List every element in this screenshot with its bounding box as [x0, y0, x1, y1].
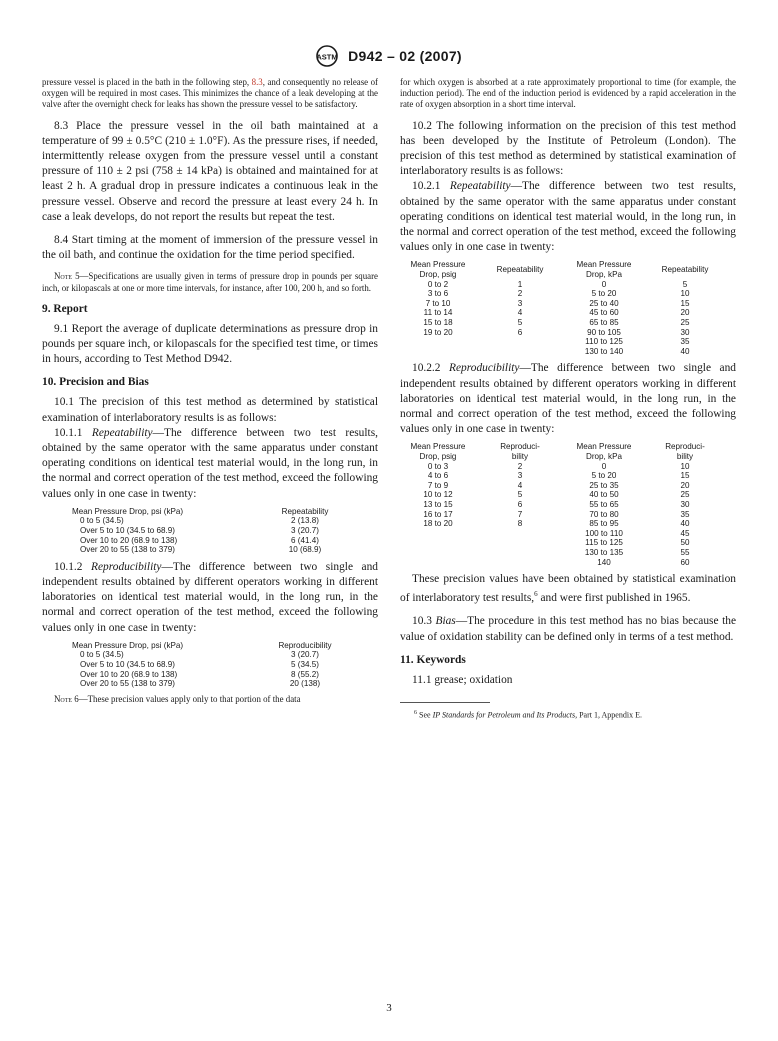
table-row: Over 10 to 20 (68.9 to 138) 8 (55.2) — [80, 669, 319, 679]
table-row — [406, 462, 732, 472]
table-cell: 8 — [517, 519, 523, 529]
table-cell: 5 — [517, 318, 523, 327]
section-heading-10: 10. Precision and Bias — [42, 376, 149, 389]
table-header: Drop, psig — [419, 451, 457, 461]
table-cell: 13 to 15 — [423, 499, 453, 509]
astm-logo-icon — [316, 45, 338, 67]
reproducibility-table-psi — [72, 641, 350, 689]
table-header: Mean Pressure — [410, 260, 466, 270]
table-cell: 15 — [680, 298, 690, 308]
table-row — [406, 529, 732, 539]
paragraph-10-2: 10.2 The following information on the precision of this test method has been developed by the Institute of Petroleum (London). The precision of this test method as determined by statistical examination of interlaboratory results is as follows: — [400, 119, 736, 178]
table-cell: 3 to 6 — [427, 289, 449, 299]
paragraph-8-3: 8.3 Place the pressure vessel in the oil bath maintained at a temperature of 99 ± 0.5°C (210 ± 1.0°F). As the pressure rises, if needed, intermittently release oxygen from the pressure vessel until a constant pressure of 110 ± 2 psi (758 ± 14 kPa) is obtained and maintained for at least 2 h. A gradual drop in pressure indicates a continuous leak in the pressure vessel. Observe and record the pressure at least every 24 h. In case a leak develops, do not report the results but repeat the test. — [42, 119, 378, 223]
table-header: Reproduci- — [665, 442, 705, 452]
table-cell: 10 — [680, 289, 690, 299]
table-cell — [470, 538, 570, 548]
table-cell: 15 — [680, 471, 690, 481]
table-cell: 130 to 140 — [584, 346, 624, 356]
table-cell: 5 to 20 — [591, 289, 617, 299]
table-row — [406, 558, 732, 568]
table-cell: 100 to 110 — [585, 528, 623, 538]
table-row — [406, 500, 732, 510]
table-cell: 6 — [517, 327, 523, 337]
right-column — [400, 77, 736, 721]
table-cell: 0 to 3 — [427, 461, 449, 471]
table-cell: 20 — [680, 308, 690, 318]
table-cell: 110 to 125 — [585, 337, 623, 347]
paragraph-10-2-2: 10.2.2 Reproducibility—The difference between two single and independent results obtained by different operators working in different laboratories on identical test material would, in the long run, in the normal and correct operation of the test method, exceed the following values only in one case in twenty: — [400, 362, 737, 436]
table-cell: 30 — [680, 499, 690, 509]
paragraph-10-1-1: 10.1.1 Repeatability—The difference between two test results, obtained by the same operator with the same apparatus under constant operating conditions on identical test material would, in the long run, in the normal and correct operation of the test method, exceed the following values only in one case in twenty: — [42, 426, 378, 500]
table-cell: 65 to 85 — [589, 318, 619, 327]
table-cell: 85 to 95 — [589, 519, 619, 529]
table-cell — [470, 558, 570, 568]
table-cell: 25 — [680, 490, 690, 500]
paragraph-11-1: 11.1 grease; oxidation — [412, 673, 513, 686]
table-cell: 55 to 65 — [589, 499, 619, 509]
table-cell: 25 to 40 — [589, 298, 619, 308]
table-cell — [470, 337, 570, 347]
page-header — [0, 45, 778, 67]
table-cell — [406, 558, 470, 568]
section-heading-11: 11. Keywords — [400, 653, 466, 666]
table-cell: 5 — [517, 490, 523, 500]
table-cell: 140 — [597, 557, 611, 567]
table-cell: 4 — [517, 480, 523, 490]
table-header: Mean Pressure — [576, 260, 632, 270]
section-link-8-3[interactable]: 8.3 — [251, 77, 263, 87]
table-row — [406, 308, 732, 318]
table-cell: 1 — [517, 279, 523, 289]
table-cell: 15 to 18 — [423, 318, 453, 327]
table-cell: 55 — [680, 547, 690, 557]
table-cell — [470, 529, 570, 539]
table-row — [406, 347, 732, 357]
note-6: Note 6—These precision values apply only to that portion of the data — [54, 693, 301, 704]
table-cell: 60 — [680, 557, 690, 567]
table-row — [406, 481, 732, 491]
footnote-6: $^6$ See IP Standards for Petroleum and Its Products, Part 1, Appendix E. — [414, 709, 642, 720]
paragraph-9-1: 9.1 Report the average of duplicate determinations as pressure drop in pounds per square inch, or kilopascals for the specified test time, or times in hours, according to Test Method D942. — [42, 322, 378, 366]
table-row — [406, 538, 732, 548]
table-cell — [406, 347, 470, 357]
note-6-continued: for which oxygen is absorbed at a rate approximately proportional to time (for example, the induction period). The end of the induction period is evidenced by a rapid acceleration in the rate of oxygen absorption in a short time interval. — [400, 77, 736, 110]
table-header: bility — [676, 451, 694, 461]
precision-origin-paragraph: These precision values have been obtained by statistical examination of interlaboratory test results,$^6$ and were first published in 1965. — [400, 573, 736, 605]
table-row: Over 10 to 20 (68.9 to 138) 6 (41.4) — [80, 535, 319, 545]
paragraph-8-4: 8.4 Start timing at the moment of immersion of the pressure vessel in the oil bath, and continue the oxidation for the time period specified. — [42, 234, 378, 262]
table-cell: 5 — [682, 279, 688, 289]
table-cell: 5 to 20 — [591, 471, 617, 481]
footnote-ref-6[interactable]: 6 — [534, 590, 538, 599]
table-cell: 4 — [517, 308, 523, 318]
paragraph-10-1-2: 10.1.2 Reproducibility—The difference between two single and independent results obtained by different operators working in different laboratories on identical test material would, in the long run, in the normal and correct operation of the test method, exceed the following values only in one case in twenty: — [42, 560, 379, 634]
paragraph-10-2-1: 10.2.1 Repeatability—The difference between two test results, obtained by the same operator with the same apparatus under constant operating conditions on identical test material would, in the long run, in the normal and correct operation of the test method, exceed the following values only in one case in twenty: — [400, 180, 736, 254]
continued-paragraph: pressure vessel is placed in the bath in the following step, 8.3, and consequently no release of oxygen will be required in most cases. This minimizes the chance of a leak developing at the valve after the overnight check for leaks has shown the pressure vessel to be satisfactory. — [42, 77, 378, 110]
table-row: Over 5 to 10 (34.5 to 68.9) 5 (34.5) — [80, 660, 319, 670]
table-cell — [406, 337, 470, 347]
table-row — [406, 318, 732, 328]
table-header: Mean Pressure Drop, psi (kPa) — [72, 506, 184, 516]
table-header: Drop, kPa — [586, 451, 622, 461]
table-cell: 45 to 60 — [589, 308, 619, 318]
table-cell — [406, 538, 470, 548]
table-cell: 19 to 20 — [423, 327, 453, 337]
table-cell: 16 to 17 — [423, 509, 453, 519]
table-cell: 50 — [680, 538, 690, 548]
table-row — [406, 519, 732, 529]
table-cell: 7 to 10 — [425, 298, 451, 308]
reproducibility-table-ip — [406, 442, 732, 567]
table-row — [406, 490, 732, 500]
table-cell: 2 — [517, 461, 523, 471]
table-row — [406, 289, 732, 299]
table-cell — [406, 548, 470, 558]
table-row: Over 20 to 55 (138 to 379) 10 (68.9) — [80, 545, 322, 555]
table-cell: 18 to 20 — [423, 519, 453, 529]
repeatability-table-psi — [72, 507, 350, 555]
paragraph-10-1: 10.1 The precision of this test method as determined by statistical examination of interlaboratory results is as follows: — [42, 396, 378, 424]
table-header: bility — [511, 451, 529, 461]
table-row — [406, 299, 732, 309]
table-cell: 11 to 14 — [423, 308, 453, 318]
table-cell — [470, 548, 570, 558]
table-cell: 0 — [601, 461, 607, 471]
table-header: Mean Pressure — [410, 442, 466, 452]
table-cell: 6 — [517, 499, 523, 509]
table-cell: 10 — [680, 461, 690, 471]
table-row — [406, 280, 732, 290]
table-cell: 10 to 12 — [423, 490, 453, 500]
table-cell: 40 to 50 — [589, 490, 619, 500]
table-cell: 4 to 6 — [427, 471, 449, 481]
table-row — [406, 510, 732, 520]
svg-text:ASTM: ASTM — [316, 52, 338, 62]
table-header: Repeatability — [661, 265, 709, 275]
table-row: Over 5 to 10 (34.5 to 68.9) 3 (20.7) — [80, 526, 319, 536]
footnote-divider — [400, 702, 490, 703]
table-header: Drop, psig — [419, 270, 457, 280]
table-cell: 130 to 135 — [584, 547, 624, 557]
table-header: Mean Pressure Drop, psi (kPa) — [72, 640, 184, 650]
table-cell: 70 to 80 — [589, 509, 619, 519]
table-row: 0 to 5 (34.5) 2 (13.8) — [80, 516, 319, 526]
table-cell: 7 — [517, 509, 523, 519]
table-cell: 40 — [680, 346, 690, 356]
table-row — [406, 548, 732, 558]
table-header: Repeatability — [496, 265, 544, 275]
table-cell: 35 — [680, 337, 690, 347]
paragraph-10-3: 10.3 Bias—The procedure in this test method has no bias because the value of oxidation stability can be defined only in terms of a test method. — [400, 615, 736, 643]
table-header: Mean Pressure — [576, 442, 632, 452]
document-designation: D942 – 02 (2007) — [348, 48, 462, 64]
table-cell: 2 — [517, 289, 523, 299]
table-cell: 45 — [680, 528, 690, 538]
left-column — [42, 77, 378, 705]
repeatability-table-ip — [406, 260, 732, 356]
table-cell: 7 to 9 — [427, 480, 449, 490]
table-cell: 115 to 125 — [585, 538, 623, 548]
table-row — [406, 328, 732, 338]
section-heading-9: 9. Report — [42, 302, 88, 315]
table-cell: 25 — [680, 318, 690, 327]
table-cell: 35 — [680, 509, 690, 519]
table-row: 0 to 5 (34.5) 3 (20.7) — [80, 650, 319, 660]
table-cell: 20 — [680, 480, 690, 490]
table-cell — [470, 347, 570, 357]
table-header: Reproduci- — [500, 442, 540, 452]
table-header: Reproducibility — [278, 640, 332, 650]
table-cell: 90 to 105 — [587, 327, 621, 337]
table-row — [406, 337, 732, 347]
table-cell: 0 to 2 — [427, 279, 449, 289]
table-cell: 30 — [680, 327, 690, 337]
table-cell: 3 — [517, 471, 523, 481]
table-cell: 3 — [517, 298, 523, 308]
table-row — [406, 471, 732, 481]
table-header: Drop, kPa — [586, 270, 622, 280]
table-header: Repeatability — [281, 506, 329, 516]
table-cell: 40 — [680, 519, 690, 529]
table-cell: 25 to 35 — [589, 480, 619, 490]
table-cell: 0 — [601, 279, 607, 289]
table-cell — [406, 529, 470, 539]
note-5: Note 5—Specifications are usually given in terms of pressure drop in pounds per square inch, or kilopascals at one or more time intervals, for instance, after 100, 200 h, and so forth. — [42, 271, 378, 293]
page-number: 3 — [386, 1002, 392, 1014]
table-row: Over 20 to 55 (138 to 379) 20 (138) — [80, 679, 321, 689]
